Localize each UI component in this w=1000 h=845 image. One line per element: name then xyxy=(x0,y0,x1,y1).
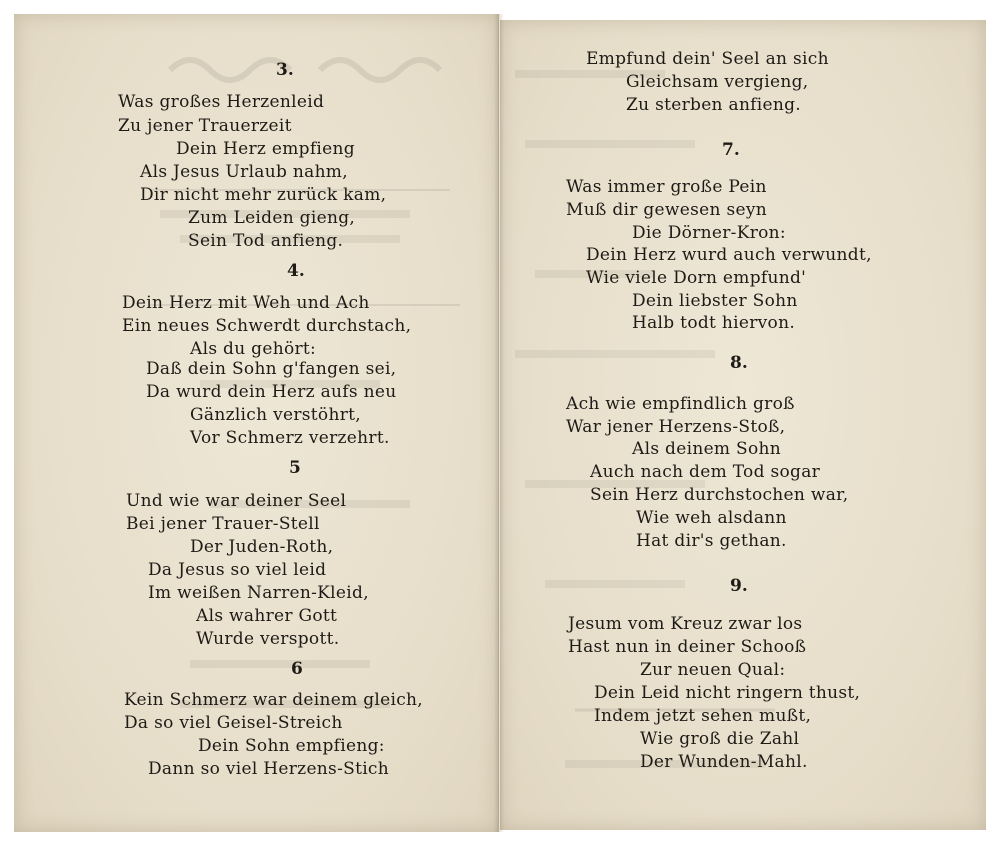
stanza-8-line-6: Wie weh alsdann xyxy=(636,508,787,528)
center-fold xyxy=(494,14,504,832)
stanza-7-number: 7. xyxy=(722,140,740,160)
stanza-5-line-4: Da Jesus so viel leid xyxy=(148,560,327,580)
stanza-9-number: 9. xyxy=(730,576,748,596)
stanza-6-line-3: Dein Sohn empfieng: xyxy=(198,736,385,756)
stanza-7-line-2: Muß dir gewesen seyn xyxy=(566,200,767,220)
stanza-9-line-7: Der Wunden-Mahl. xyxy=(640,752,808,772)
stanza-6-line-2: Da so viel Geisel-Streich xyxy=(124,713,343,733)
continued-line-3: Zu sterben anfieng. xyxy=(626,95,802,115)
stanza-3-line-7: Sein Tod anfieng. xyxy=(188,231,344,251)
stanza-5-line-1: Und wie war deiner Seel xyxy=(126,491,347,511)
stanza-4-line-3: Als du gehört: xyxy=(190,339,317,359)
stanza-8-line-5: Sein Herz durchstochen war, xyxy=(590,485,849,505)
stanza-5-line-3: Der Juden-Roth, xyxy=(190,537,334,557)
stanza-4-line-1: Dein Herz mit Weh und Ach xyxy=(122,293,370,313)
stanza-4-line-4: Daß dein Sohn g'fangen sei, xyxy=(146,359,397,379)
stanza-8-line-7: Hat dir's gethan. xyxy=(636,531,787,551)
stanza-5-line-7: Wurde verspott. xyxy=(196,629,340,649)
stanza-3-number: 3. xyxy=(276,60,294,80)
stanza-4-line-5: Da wurd dein Herz aufs neu xyxy=(146,382,397,402)
stanza-9-line-6: Wie groß die Zahl xyxy=(640,729,800,749)
stanza-4-line-7: Vor Schmerz verzehrt. xyxy=(190,428,390,448)
stanza-3-line-3: Dein Herz empfieng xyxy=(176,139,355,159)
stanza-9-line-5: Indem jetzt sehen mußt, xyxy=(594,706,812,726)
stanza-7-line-1: Was immer große Pein xyxy=(566,177,767,197)
stanza-5-line-2: Bei jener Trauer-Stell xyxy=(126,514,320,534)
stanza-9-line-3: Zur neuen Qual: xyxy=(640,660,786,680)
stanza-8-line-1: Ach wie empfindlich groß xyxy=(566,394,795,414)
stanza-6-line-1: Kein Schmerz war deinem gleich, xyxy=(124,690,423,710)
stanza-5-number: 5 xyxy=(289,458,301,478)
stanza-4-line-6: Gänzlich verstöhrt, xyxy=(190,405,361,425)
stanza-7-line-7: Halb todt hiervon. xyxy=(632,313,796,333)
stanza-8-line-3: Als deinem Sohn xyxy=(632,439,782,459)
stanza-8-line-4: Auch nach dem Tod sogar xyxy=(590,462,821,482)
stanza-3-line-6: Zum Leiden gieng, xyxy=(188,208,356,228)
stanza-4-number: 4. xyxy=(287,261,305,281)
stanza-7-line-4: Dein Herz wurd auch verwundt, xyxy=(586,245,872,265)
stanza-3-line-4: Als Jesus Urlaub nahm, xyxy=(140,162,348,182)
stanza-6-line-4: Dann so viel Herzens-Stich xyxy=(148,759,390,779)
stanza-4-line-2: Ein neues Schwerdt durchstach, xyxy=(122,316,412,336)
stanza-8-number: 8. xyxy=(730,353,748,373)
stanza-6-number: 6 xyxy=(291,659,303,679)
stanza-3-line-5: Dir nicht mehr zurück kam, xyxy=(140,185,387,205)
continued-line-1: Empfund dein' Seel an sich xyxy=(586,49,829,69)
stanza-5-line-5: Im weißen Narren-Kleid, xyxy=(148,583,369,603)
stanza-7-line-5: Wie viele Dorn empfund' xyxy=(586,268,807,288)
stanza-3-line-2: Zu jener Trauerzeit xyxy=(118,116,292,136)
stanza-9-line-2: Hast nun in deiner Schooß xyxy=(568,637,807,657)
stanza-8-line-2: War jener Herzens-Stoß, xyxy=(566,417,786,437)
stanza-7-line-6: Dein liebster Sohn xyxy=(632,291,798,311)
stanza-5-line-6: Als wahrer Gott xyxy=(196,606,338,626)
stanza-3-line-1: Was großes Herzenleid xyxy=(118,92,325,112)
continued-line-2: Gleichsam vergieng, xyxy=(626,72,809,92)
stanza-9-line-1: Jesum vom Kreuz zwar los xyxy=(568,614,803,634)
stanza-9-line-4: Dein Leid nicht ringern thust, xyxy=(594,683,861,703)
stanza-7-line-3: Die Dörner-Kron: xyxy=(632,223,786,243)
